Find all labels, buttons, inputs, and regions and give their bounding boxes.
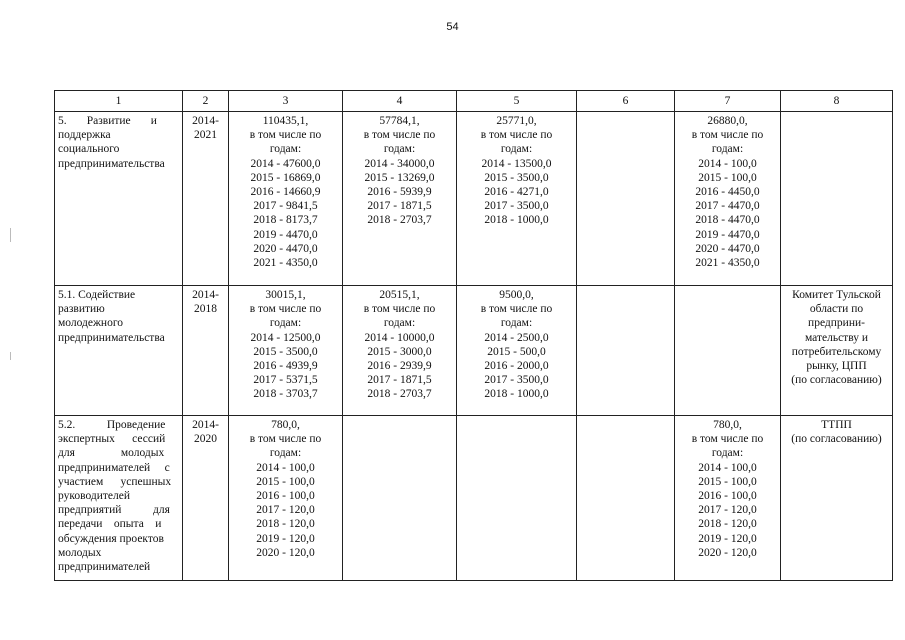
activity-name-line: передачи опыта и: [58, 518, 162, 531]
col3-line: 2017 - 120,0: [256, 504, 315, 517]
col3-line: 2016 - 100,0: [256, 490, 315, 503]
col5-line: годам:: [500, 143, 533, 156]
col4-line: 2018 - 2703,7: [367, 388, 432, 401]
activity-name-line: обсуждения проектов: [58, 532, 164, 545]
col7-line: 2021 - 4350,0: [695, 257, 760, 270]
col3-line: 110435,1,: [262, 115, 309, 127]
period-line: 2014-: [192, 419, 219, 431]
col4-line: 2016 - 2939,9: [367, 360, 432, 373]
col4-line: 2014 - 10000,0: [364, 331, 435, 344]
col3-line: в том числе по: [249, 303, 322, 316]
col3-line: 2018 - 8173,7: [253, 214, 318, 227]
col5-line: 2018 - 1000,0: [484, 388, 549, 401]
col3-cell: [229, 286, 343, 416]
col8-cell: [781, 286, 893, 416]
col7-line: годам:: [711, 143, 744, 156]
activity-name-line: 5. Развитие и: [58, 115, 157, 127]
header-cell: 7: [675, 91, 781, 112]
col3-line: 2017 - 9841,5: [253, 200, 318, 213]
col6-cell: [577, 286, 675, 416]
activity-name-cell: [55, 112, 183, 286]
col8-line: ТТПП: [821, 419, 852, 431]
col4-line: 2014 - 34000,0: [364, 157, 435, 170]
col8-line: (по согласованию): [791, 433, 882, 446]
col3-line: в том числе по: [249, 433, 322, 446]
col8-cell: [781, 112, 893, 286]
col5-line: 2015 - 500,0: [487, 345, 546, 358]
col7-line: 2016 - 4450,0: [695, 186, 760, 199]
col5-line: 9500,0,: [499, 289, 534, 301]
col3-line: 2015 - 100,0: [256, 475, 315, 488]
activity-name-line: экспертных сессий: [58, 433, 166, 446]
activity-name-cell: [55, 286, 183, 416]
scan-mark: [10, 352, 11, 360]
col3-line: 780,0,: [271, 419, 300, 431]
col7-line: 2017 - 4470,0: [695, 200, 760, 213]
period-cell: [183, 416, 229, 581]
col3-line: 2016 - 14660,9: [250, 186, 321, 199]
col5-line: годам:: [500, 317, 533, 330]
col4-line: 2017 - 1871,5: [367, 200, 432, 213]
col8-line: предприни-: [808, 317, 865, 330]
col5-line: 2014 - 13500,0: [481, 157, 552, 170]
col7-line: 2020 - 4470,0: [695, 242, 760, 255]
col5-line: в том числе по: [480, 303, 553, 316]
col7-line: 2019 - 120,0: [698, 532, 757, 545]
scan-mark: [10, 228, 11, 242]
activity-name-line: предпринимателей: [58, 561, 151, 574]
period-line: 2021: [194, 129, 217, 142]
period-line: 2020: [194, 433, 217, 446]
col4-line: 20515,1,: [379, 289, 420, 301]
col3-line: 2018 - 120,0: [256, 518, 315, 531]
col7-line: 2020 - 120,0: [698, 546, 757, 559]
period-cell: [183, 112, 229, 286]
activity-name-line: социального: [58, 143, 120, 156]
col3-line: 2021 - 4350,0: [253, 257, 318, 270]
col7-cell: [675, 286, 781, 416]
activity-name-line: для молодых: [58, 447, 165, 460]
col3-line: 2016 - 4939,9: [253, 360, 318, 373]
header-cell: 5: [457, 91, 577, 112]
col7-line: 2015 - 100,0: [698, 171, 757, 184]
col8-line: потребительскому: [791, 345, 882, 358]
col3-line: 2019 - 120,0: [256, 532, 315, 545]
col4-cell: [343, 112, 457, 286]
activity-name-line: предпринимательства: [58, 331, 165, 344]
col4-line: в том числе по: [363, 303, 436, 316]
period-line: 2018: [194, 303, 217, 316]
col3-line: 2014 - 100,0: [256, 461, 315, 474]
col5-line: 2016 - 2000,0: [484, 360, 549, 373]
col3-line: 2015 - 16869,0: [250, 171, 321, 184]
col4-line: 57784,1,: [379, 115, 420, 127]
col3-line: годам:: [269, 317, 302, 330]
col7-line: 2019 - 4470,0: [695, 228, 760, 241]
col7-line: 2015 - 100,0: [698, 475, 757, 488]
col6-cell: [577, 112, 675, 286]
col5-line: 2017 - 3500,0: [484, 200, 549, 213]
col7-line: в том числе по: [691, 129, 764, 142]
col4-line: 2015 - 3000,0: [367, 345, 432, 358]
header-row: [55, 91, 893, 112]
col5-line: в том числе по: [480, 129, 553, 142]
col5-line: 2015 - 3500,0: [484, 171, 549, 184]
header-cell: 8: [781, 91, 893, 112]
col3-line: 2014 - 12500,0: [250, 331, 321, 344]
col7-line: 2017 - 120,0: [698, 504, 757, 517]
col7-line: 2014 - 100,0: [698, 157, 757, 170]
col8-line: Комитет Тульской: [792, 289, 881, 301]
activity-name-line: 5.2. Проведение: [58, 419, 166, 431]
col3-line: 2020 - 4470,0: [253, 242, 318, 255]
col8-line: области по: [809, 303, 864, 316]
col4-cell: [343, 286, 457, 416]
activity-name-line: развитию: [58, 303, 105, 316]
col7-cell: [675, 112, 781, 286]
col3-line: 30015,1,: [265, 289, 306, 301]
col3-line: 2020 - 120,0: [256, 546, 315, 559]
col5-line: 25771,0,: [496, 115, 537, 127]
col7-line: 780,0,: [713, 419, 742, 431]
col4-line: 2016 - 5939,9: [367, 186, 432, 199]
table-row: [55, 416, 893, 581]
col3-line: 2019 - 4470,0: [253, 228, 318, 241]
activity-name-line: руководителей: [58, 490, 131, 503]
col5-line: 2018 - 1000,0: [484, 214, 549, 227]
col7-cell: [675, 416, 781, 581]
activity-name-line: предпринимателей с: [58, 461, 170, 474]
activity-name-line: предприятий для: [58, 504, 170, 517]
col5-line: 2014 - 2500,0: [484, 331, 549, 344]
activity-name-line: участием успешных: [58, 475, 172, 488]
activity-name-line: поддержка: [58, 129, 111, 142]
col5-cell: [457, 112, 577, 286]
col8-cell: [781, 416, 893, 581]
col7-line: в том числе по: [691, 433, 764, 446]
col4-line: 2017 - 1871,5: [367, 374, 432, 387]
header-cell: 4: [343, 91, 457, 112]
col7-line: 26880,0,: [707, 115, 748, 127]
col4-line: 2015 - 13269,0: [364, 171, 435, 184]
col5-cell: [457, 286, 577, 416]
col3-line: 2018 - 3703,7: [253, 388, 318, 401]
col5-cell: [457, 416, 577, 581]
col6-cell: [577, 416, 675, 581]
col5-line: 2016 - 4271,0: [484, 186, 549, 199]
col3-line: годам:: [269, 143, 302, 156]
col3-cell: [229, 112, 343, 286]
col4-line: годам:: [383, 317, 416, 330]
header-cell: 1: [55, 91, 183, 112]
table-row: [55, 112, 893, 286]
col3-line: в том числе по: [249, 129, 322, 142]
col7-line: 2014 - 100,0: [698, 461, 757, 474]
activity-name-line: молодежного: [58, 317, 124, 330]
program-table: [54, 90, 893, 581]
col3-line: 2017 - 5371,5: [253, 374, 318, 387]
col3-line: 2014 - 47600,0: [250, 157, 321, 170]
period-line: 2014-: [192, 289, 219, 301]
col4-line: в том числе по: [363, 129, 436, 142]
col3-cell: [229, 416, 343, 581]
col3-line: 2015 - 3500,0: [253, 345, 318, 358]
col4-line: годам:: [383, 143, 416, 156]
col7-line: годам:: [711, 447, 744, 460]
header-cell: 6: [577, 91, 675, 112]
col7-line: 2018 - 4470,0: [695, 214, 760, 227]
activity-name-line: молодых: [58, 546, 102, 559]
table-row: [55, 286, 893, 416]
period-line: 2014-: [192, 115, 219, 127]
header-cell: 3: [229, 91, 343, 112]
col3-line: годам:: [269, 447, 302, 460]
page-number: 54: [446, 21, 459, 33]
activity-name-line: предпринимательства: [58, 157, 165, 170]
col8-line: рынку, ЦПП: [806, 360, 867, 373]
col8-line: (по согласованию): [791, 374, 882, 387]
activity-name-cell: [55, 416, 183, 581]
col8-line: мательству и: [804, 331, 869, 344]
col4-line: 2018 - 2703,7: [367, 214, 432, 227]
col5-line: 2017 - 3500,0: [484, 374, 549, 387]
activity-name-line: 5.1. Содействие: [58, 289, 136, 301]
col7-line: 2016 - 100,0: [698, 490, 757, 503]
header-cell: 2: [183, 91, 229, 112]
period-cell: [183, 286, 229, 416]
col4-cell: [343, 416, 457, 581]
col7-line: 2018 - 120,0: [698, 518, 757, 531]
